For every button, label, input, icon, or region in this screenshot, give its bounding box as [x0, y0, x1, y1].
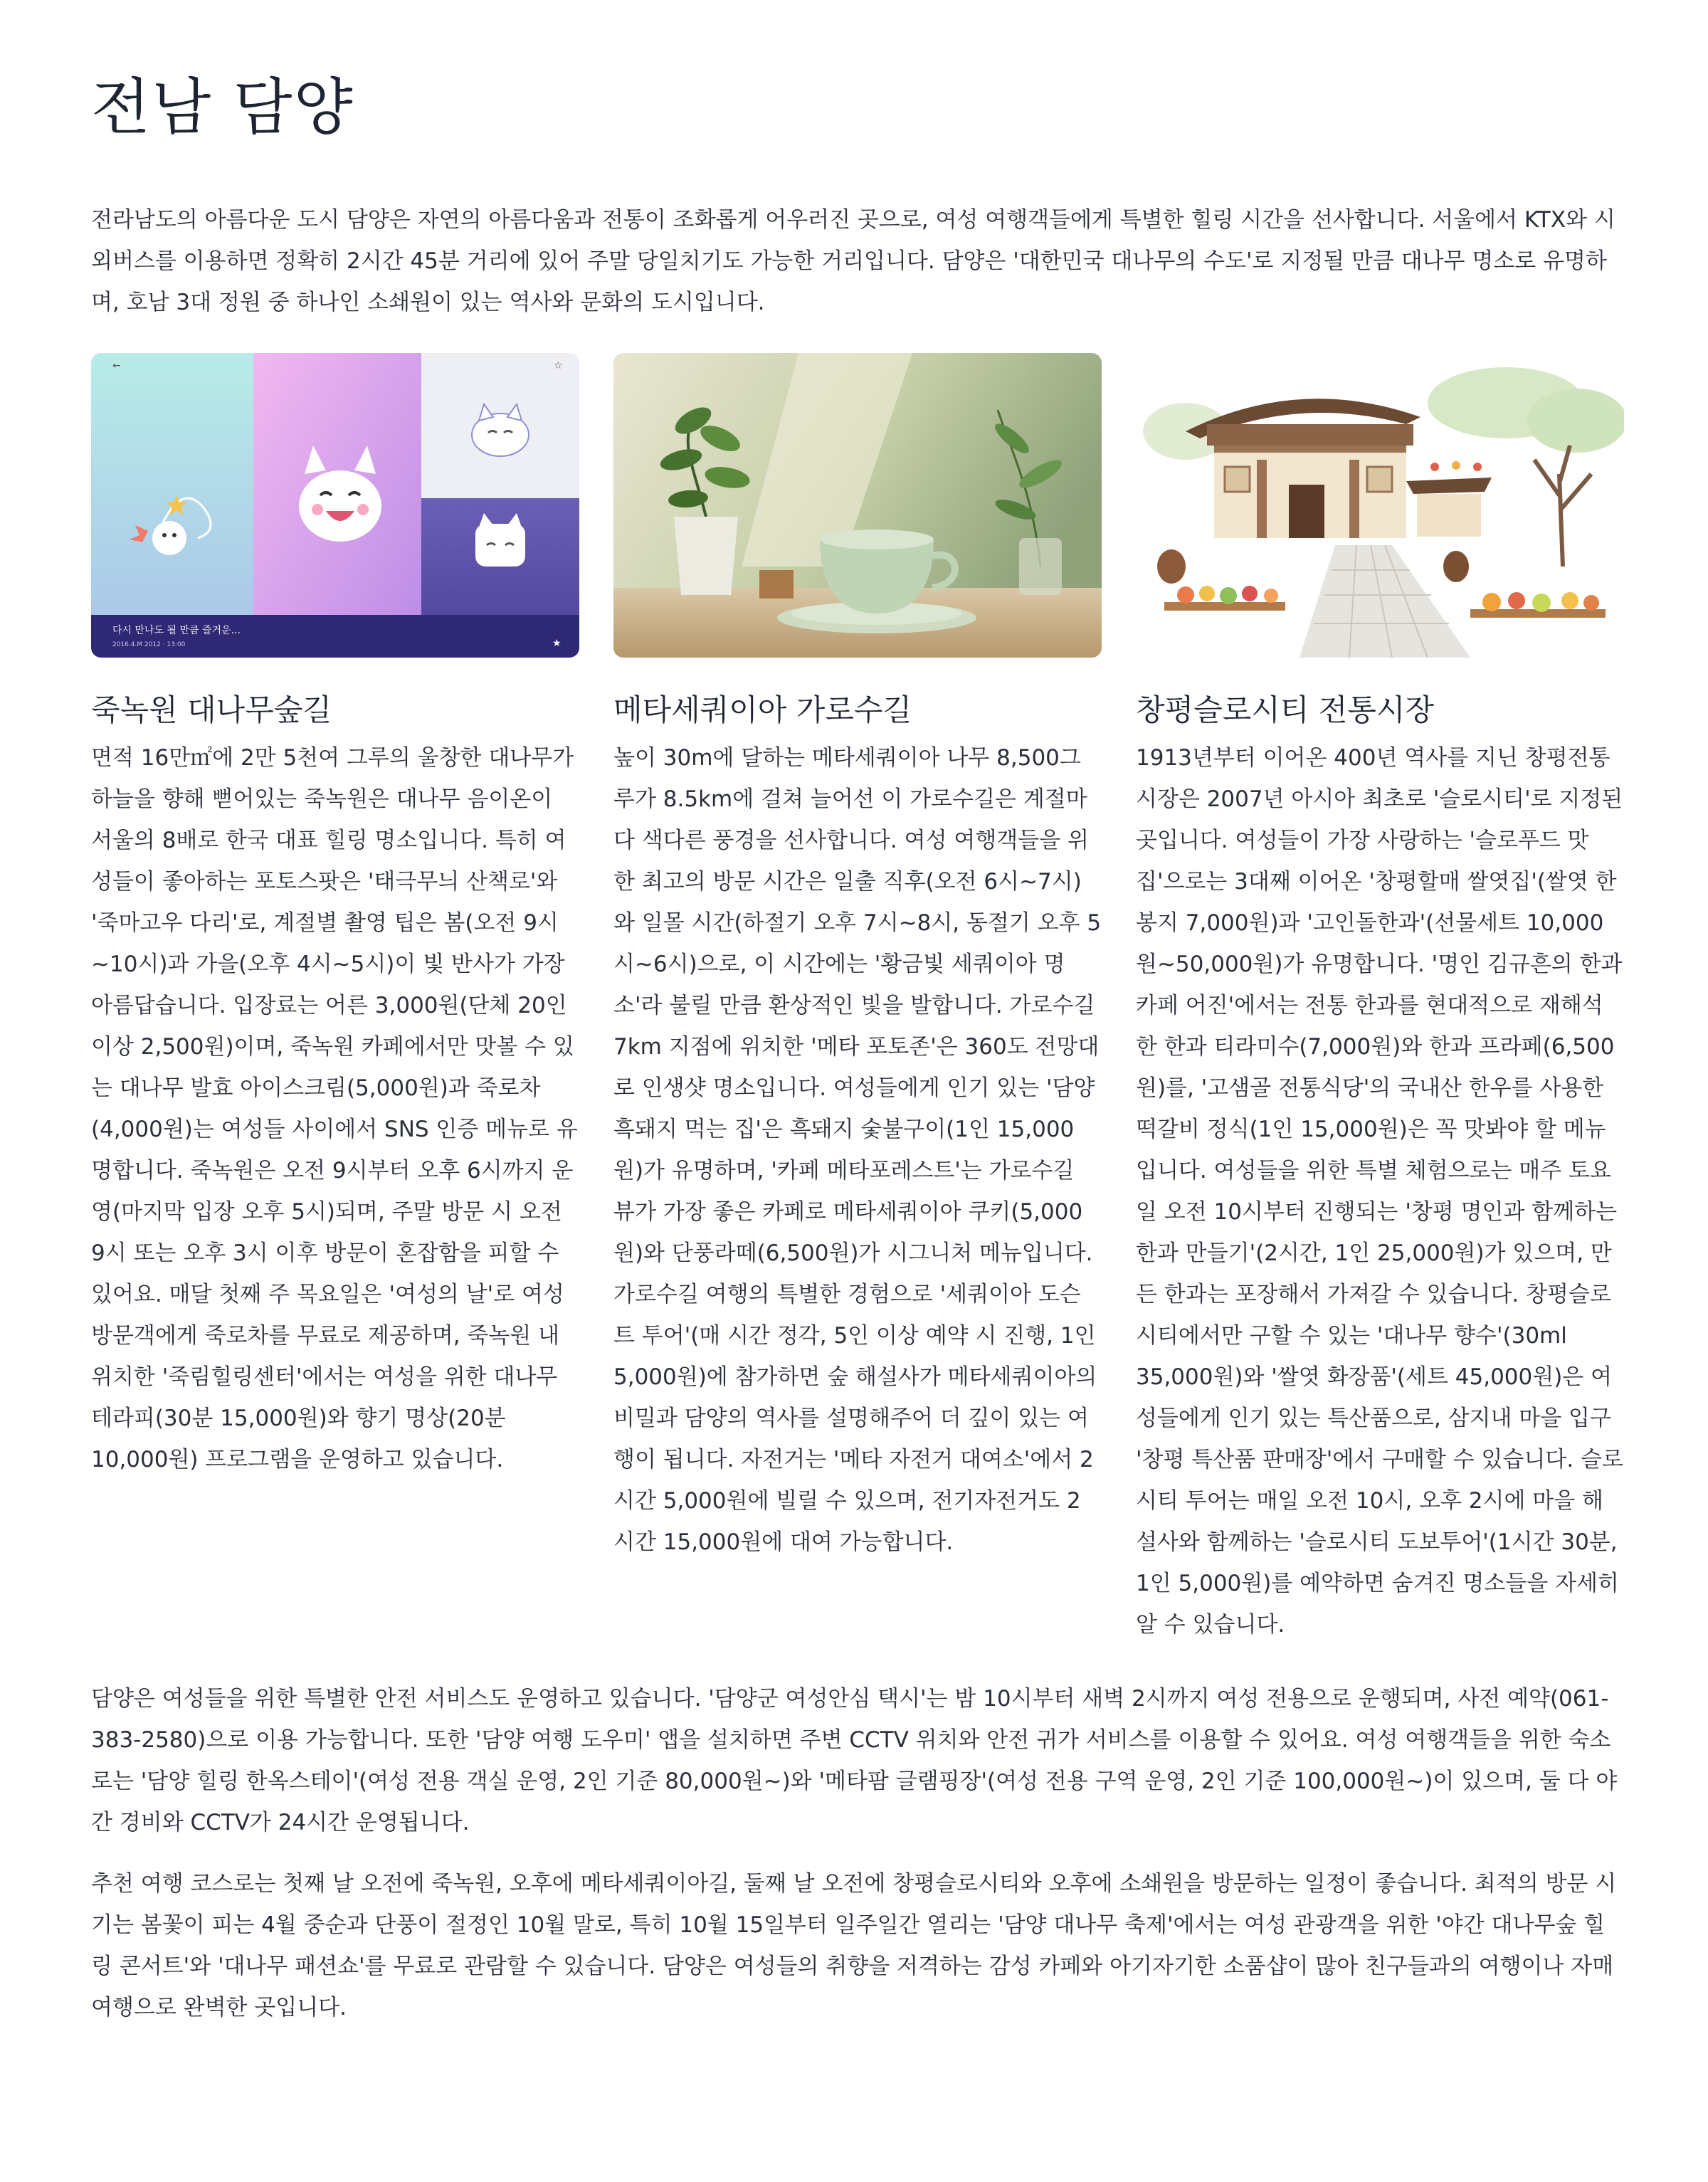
- intro-paragraph: 전라남도의 아름다운 도시 담양은 자연의 아름다움과 전통이 조화롭게 어우러진 곳으로, 여성 여행객들에게 특별한 힐링 시간을 선사합니다. 서울에서 KTX와 시외버스를 이용하면 정확히 2시간 45분 거리에 있어 주말 당일치기도 가능한 거리입니다. 담양은 '대한민국 대나무의 수도'로 지정될 만큼 대나무 명소로 유명하며, 호남 3대 정원 중 하나인 소쇄원이 있는 역사와 문화의 도시입니다.: [91, 207, 1615, 315]
- attraction-card-juknokwon: [91, 353, 579, 1645]
- attraction-description: 1913년부터 이어온 400년 역사를 지닌 창평전통시장은 2007년 아시아 최초로 '슬로시티'로 지정된 곳입니다. 여성들이 가장 사랑하는 '슬로푸드 맛집'으로는 3대째 이어온 '창평할매 쌀엿집'(쌀엿 한 봉지 7,000원)과 '고인돌한과'(선물세트 10,000원~50,000원)가 유명합니다. '명인 김규흔의 한과카페 어진'에서는 전통 한과를 현대적으로 재해석한 한과 티라미수(7,000원)와 한과 프라페(6,500원)를, '고샘골 전통식당'의 국내산 한우를 사용한 떡갈비 정식(1인 15,000원)은 꼭 맛봐야 할 메뉴입니다. 여성들을 위한 특별 체험으로는 매주 토요일 오전 10시부터 진행되는 '창평 명인과 함께하는 한과 만들기'(2시간, 1인 25,000원)가 있으며, 만든 한과는 포장해서 가져갈 수 있습니다. 창평슬로시티에서만 구할 수 있는 '대나무 향수'(30ml 35,000원)와 '쌀엿 화장품'(세트 45,000원)은 여성들에게 인기 있는 특산품으로, 삼지내 마을 입구 '창평 특산품 판매장'에서 구매할 수 있습니다. 슬로시티 투어는 매일 오전 10시, 오후 2시에 마을 해설사와 함께하는 '슬로시티 도보투어'(1시간 30분, 1인 5,000원)를 예약하면 숨겨진 명소들을 자세히 알 수 있습니다.: [1136, 745, 1623, 1638]
- article: [91, 68, 1623, 2028]
- plant-and-teacup-photo-icon: [613, 353, 1102, 658]
- attraction-description: 면적 16만㎡에 2만 5천여 그루의 울창한 대나무가 하늘을 향해 뻗어있는 죽녹원은 대나무 음이온이 서울의 8배로 한국 대표 힐링 명소입니다. 특히 여성들이 좋아하는 포토스팟은 '태극무늬 산책로'와 '죽마고우 다리'로, 계절별 촬영 팁은 봄(오전 9시~10시)과 가을(오후 4시~5시)이 빛 반사가 가장 아름답습니다. 입장료는 어른 3,000원(단체 20인 이상 2,500원)이며, 죽녹원 카페에서만 맛볼 수 있는 대나무 발효 아이스크림(5,000원)과 죽로차(4,000원)는 여성들 사이에서 SNS 인증 메뉴로 유명합니다. 죽녹원은 오전 9시부터 오후 6시까지 운영(마지막 입장 오후 5시)되며, 주말 방문 시 오전 9시 또는 오후 3시 이후 방문이 혼잡함을 피할 수 있어요. 매달 첫째 주 목요일은 '여성의 날'로 여성 방문객에게 죽로차를 무료로 제공하며, 죽녹원 내 위치한 '죽림힐링센터'에서는 여성을 위한 대나무 테라피(30분 15,000원)와 향기 명상(20분 10,000원) 프로그램을 운영하고 있습니다.: [91, 745, 578, 1472]
- page-title: 전남 담양: [91, 72, 354, 143]
- svg-text:←: ←: [112, 360, 121, 371]
- cat-mascot-app-screens-icon: [91, 353, 579, 658]
- attraction-title: 메타세쿼이아 가로수길: [613, 692, 912, 727]
- safety-paragraph: 담양은 여성들을 위한 특별한 안전 서비스도 운영하고 있습니다. '담양군 여성안심 택시'는 밤 10시부터 새벽 2시까지 여성 전용으로 운행되며, 사전 예약(061-383-2580)으로 이용 가능합니다. 또한 '담양 여행 도우미' 앱을 설치하면 주변 CCTV 위치와 안전 귀가 서비스를 이용할 수 있어요. 여성 여행객들을 위한 숙소로는 '담양 힐링 한옥스테이'(여성 전용 객실 운영, 2인 기준 80,000원~)와 '메타팜 글램핑장'(여성 전용 구역 운영, 2인 기준 100,000원~)이 있으며, 둘 다 야간 경비와 CCTV가 24시간 운영됩니다.: [91, 1686, 1618, 1835]
- attraction-image-metasequoia: [613, 353, 1102, 658]
- traditional-market-illustration-icon: [1136, 353, 1624, 658]
- attraction-columns: [91, 353, 1623, 1645]
- attraction-title: 죽녹원 대나무숲길: [91, 692, 332, 727]
- attraction-card-changpyeong: [1136, 353, 1624, 1645]
- image-caption: 다시 만나도 될 만큼 즐거운...: [112, 625, 241, 636]
- attraction-image-changpyeong: [1136, 353, 1624, 658]
- svg-text:☆: ☆: [554, 360, 563, 371]
- attraction-title: 창평슬로시티 전통시장: [1136, 692, 1435, 727]
- attraction-image-juknokwon: [91, 353, 579, 658]
- itinerary-paragraph: 추천 여행 코스로는 첫째 날 오전에 죽녹원, 오후에 메타세쿼이아길, 둘째 날 오전에 창평슬로시티와 오후에 소쇄원을 방문하는 일정이 좋습니다. 최적의 방문 시기는 봄꽃이 피는 4월 중순과 단풍이 절정인 10월 말로, 특히 10월 15일부터 일주일간 열리는 '담양 대나무 축제'에서는 여성 관광객을 위한 '야간 대나무숲 힐링 콘서트'와 '대나무 패션쇼'를 무료로 관람할 수 있습니다. 담양은 여성들의 취향을 저격하는 감성 카페와 아기자기한 소품샵이 많아 친구들과의 여행이나 자매 여행으로 완벽한 곳입니다.: [91, 1871, 1617, 2020]
- attraction-description: 높이 30m에 달하는 메타세쿼이아 나무 8,500그루가 8.5km에 걸쳐 늘어선 이 가로수길은 계절마다 색다른 풍경을 선사합니다. 여성 여행객들을 위한 최고의 방문 시간은 일출 직후(오전 6시~7시)와 일몰 시간(하절기 오후 7시~8시, 동절기 오후 5시~6시)으로, 이 시간에는 '황금빛 세쿼이아 명소'라 불릴 만큼 환상적인 빛을 발합니다. 가로수길 7km 지점에 위치한 '메타 포토존'은 360도 전망대로 인생샷 명소입니다. 여성들에게 인기 있는 '담양 흑돼지 먹는 집'은 흑돼지 숯불구이(1인 15,000원)가 유명하며, '카페 메타포레스트'는 가로수길 뷰가 가장 좋은 카페로 메타세쿼이아 쿠키(5,000원)와 단풍라떼(6,500원)가 시그니처 메뉴입니다. 가로수길 여행의 특별한 경험으로 '세쿼이아 도슨트 투어'(매 시간 정각, 5인 이상 예약 시 진행, 1인 5,000원)에 참가하면 숲 해설사가 메타세쿼이아의 비밀과 담양의 역사를 설명해주어 더 깊이 있는 여행이 됩니다. 자전거는 '메타 자전거 대여소'에서 2시간 5,000원에 빌릴 수 있으며, 전기자전거도 2시간 15,000원에 대여 가능합니다.: [613, 745, 1102, 1555]
- attraction-card-metasequoia: [613, 353, 1102, 1645]
- svg-text:★: ★: [552, 638, 562, 649]
- image-subcaption: 2016.4.M 2012 · 13:00: [112, 641, 186, 648]
